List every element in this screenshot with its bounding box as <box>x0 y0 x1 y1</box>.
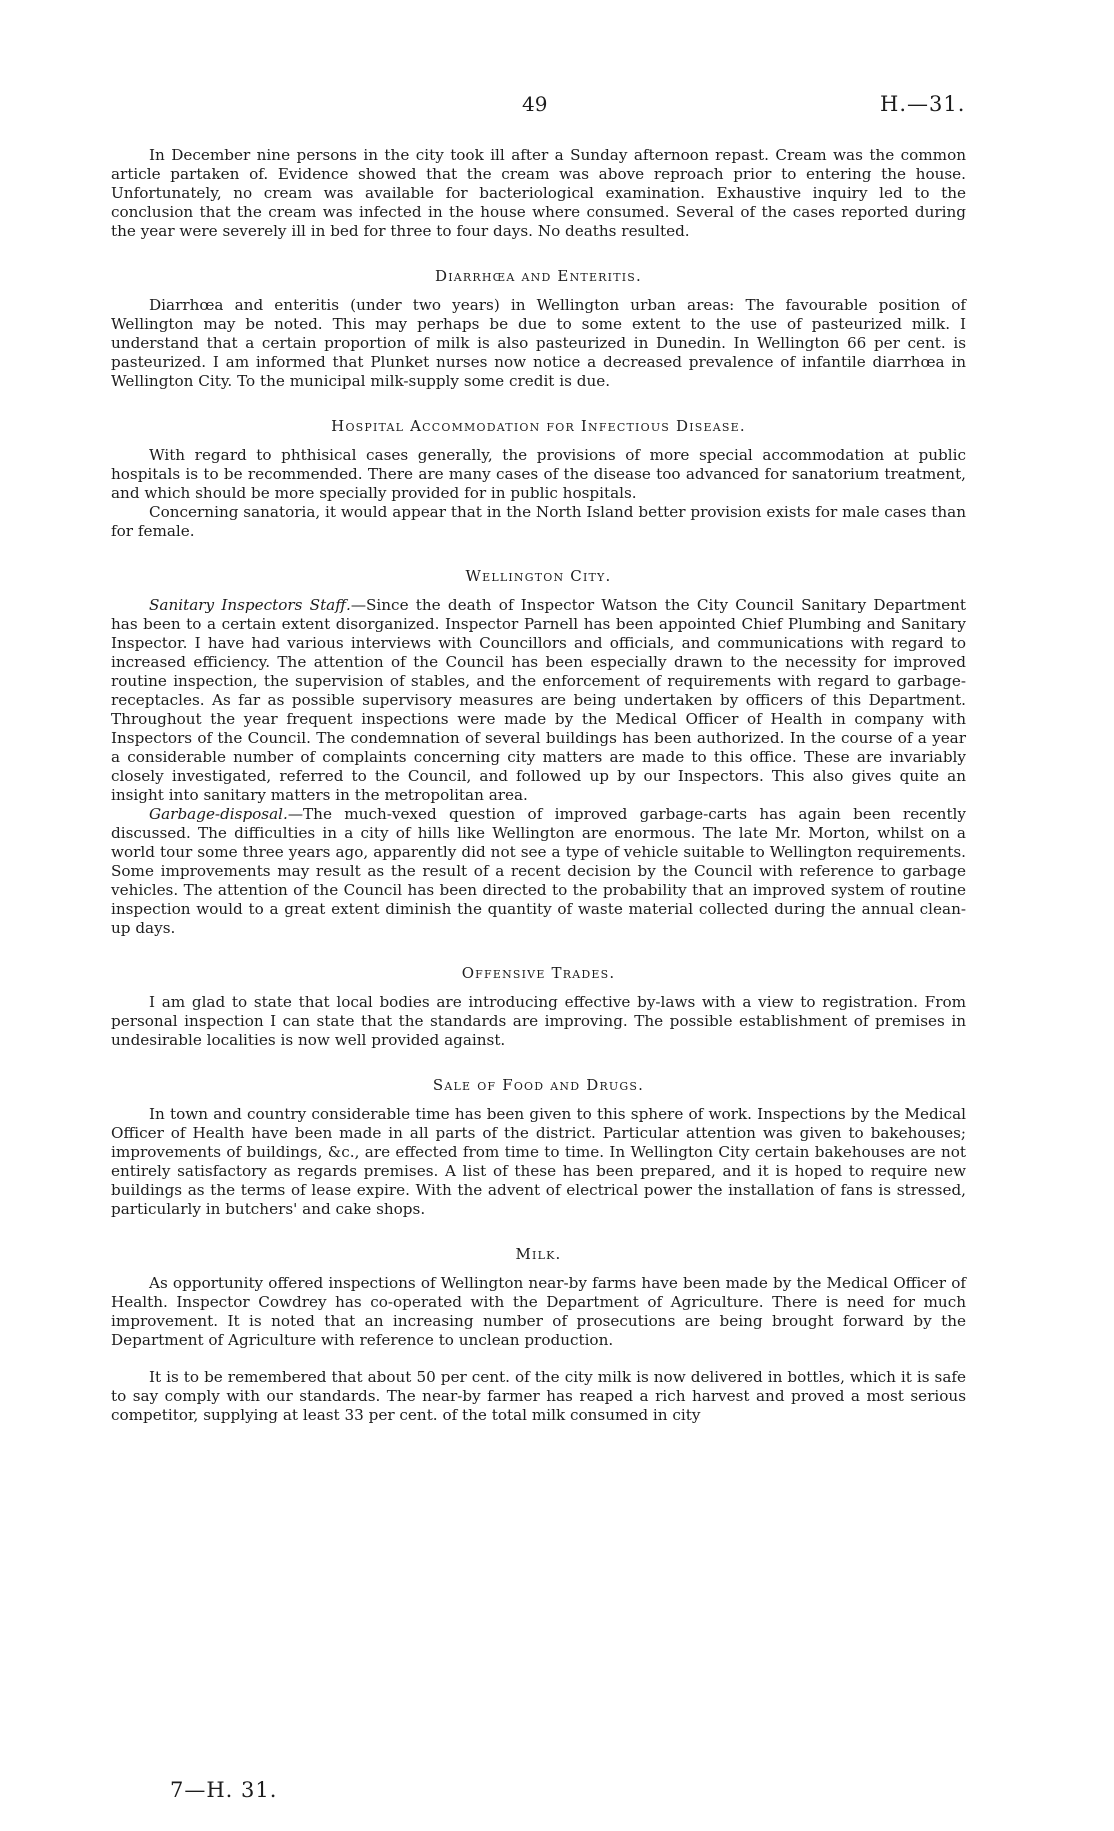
page-number: 49 <box>522 92 548 116</box>
milk-paragraph-1: As opportunity offered inspections of Wellington near-by farms have been made by the Medical Officer of Health. Inspector Cowdrey has co-operated with the Department of Agriculture. There is need for much improvement. It is noted that an increasing number of prosecutions are being brought forward by the Department of Agriculture with reference to unclean production. <box>111 1274 966 1349</box>
signature-mark: 7—H. 31. <box>170 1778 278 1802</box>
offensive-trades-paragraph: I am glad to state that local bodies are introducing effective by-laws with a view to registration. From personal inspection I can state that the standards are improving. The possible establishment of premises in undesirable localities is now well provided against. <box>111 993 966 1049</box>
intro-paragraph: In December nine persons in the city took ill after a Sunday afternoon repast. Cream was the common article partaken of. Evidence showed that the cream was above reproach prior to entering the house. Unfortunately, no cream was available for bacteriological examination. Exhaustive inquiry led to the conclusion that the cream was infected in the house where consumed. Several of the cases reported during the year were severely ill in bed for three to four days. No deaths resulted. <box>111 146 966 240</box>
food-drugs-paragraph: In town and country considerable time has been given to this sphere of work. Inspections by the Medical Officer of Health have been made in all parts of the district. Particular attention was given to bakehouses; improvements of buildings, &c., are effected from time to time. In Wellington City certain bakehouses are not entirely satisfactory as regards premises. A list of these has been prepared, and it is hoped to require new buildings as the terms of lease expire. With the advent of electrical power the installation of fans is stressed, particularly in butchers' and cake shops. <box>111 1105 966 1218</box>
sanitary-staff-lead: Sanitary Inspectors Staff. <box>149 596 351 614</box>
hospital-paragraph-2: Concerning sanatoria, it would appear that in the North Island better provision exists for male cases than for female. <box>111 503 966 540</box>
document-reference: H.—31. <box>880 92 966 116</box>
section-heading-wellington: Wellington City. <box>465 567 612 585</box>
garbage-disposal-lead: Garbage-disposal. <box>149 805 288 823</box>
garbage-disposal-text: —The much-vexed question of improved garbage-carts has again been recently discussed. The difficulties in a city of hills like Wellington are enormous. The late Mr. Morton, whilst on a world tour some three years ago, apparently did not see a type of vehicle suitable to Wellington requirements. Some improvements may result as the result of a recent decision by the Council with reference to garbage vehicles. The attention of the Council has been directed to the probability that an improved system of routine inspection would to a great extent diminish the quantity of waste material collected during the annual clean-up days. <box>111 805 966 937</box>
section-heading-diarrhoea: Diarrhœa and Enteritis. <box>434 267 642 285</box>
section-heading-hospital: Hospital Accommodation for Infectious Disease. <box>331 417 746 435</box>
milk-paragraph-2: It is to be remembered that about 50 per cent. of the city milk is now delivered in bottles, which it is safe to say comply with our standards. The near-by farmer has reaped a rich harvest and proved a most serious competitor, supplying at least 33 per cent. of the total milk consumed in city <box>111 1368 966 1424</box>
section-heading-offensive-trades: Offensive Trades. <box>461 964 616 982</box>
wellington-paragraph-1 <box>111 596 966 805</box>
diarrhoea-paragraph: Diarrhœa and enteritis (under two years) in Wellington urban areas: The favourable position of Wellington may be noted. This may perhaps be due to some extent to the use of pasteurized milk. I understand that a certain proportion of milk is also pasteurized in Dunedin. In Wellington 66 per cent. is pasteurized. I am informed that Plunket nurses now notice a decreased prevalence of infantile diarrhœa in Wellington City. To the municipal milk-supply some credit is due. <box>111 296 966 390</box>
section-heading-food-drugs: Sale of Food and Drugs. <box>432 1076 645 1094</box>
section-heading-milk: Milk. <box>515 1245 562 1263</box>
sanitary-staff-text: —Since the death of Inspector Watson the City Council Sanitary Department has been to a certain extent disorganized. Inspector Parnell has been appointed Chief Plumbing and Sanitary Inspector. I have had various interviews with Councillors and officials, and communications with regard to increased efficiency. The attention of the Council has been especially drawn to the necessity for improved routine inspection, the supervision of stables, and the enforcement of requirements with regard to garbage-receptacles. As far as possible supervisory measures are being undertaken by officers of this Department. Throughout the year frequent inspections were made by the Medical Officer of Health in company with Inspectors of the Council. The condemnation of several buildings has been authorized. In the course of a year a considerable number of complaints concerning city matters are made to this office. These are invariably closely investigated, referred to the Council, and followed up by our Inspectors. This also gives quite an insight into sanitary matters in the metropolitan area. <box>111 596 966 804</box>
wellington-paragraph-2 <box>111 805 966 938</box>
body-text-column <box>111 146 966 1425</box>
hospital-paragraph-1: With regard to phthisical cases generally, the provisions of more special accommodation at public hospitals is to be recommended. There are many cases of the disease too advanced for sanatorium treatment, and which should be more specially provided for in public hospitals. <box>111 446 966 502</box>
